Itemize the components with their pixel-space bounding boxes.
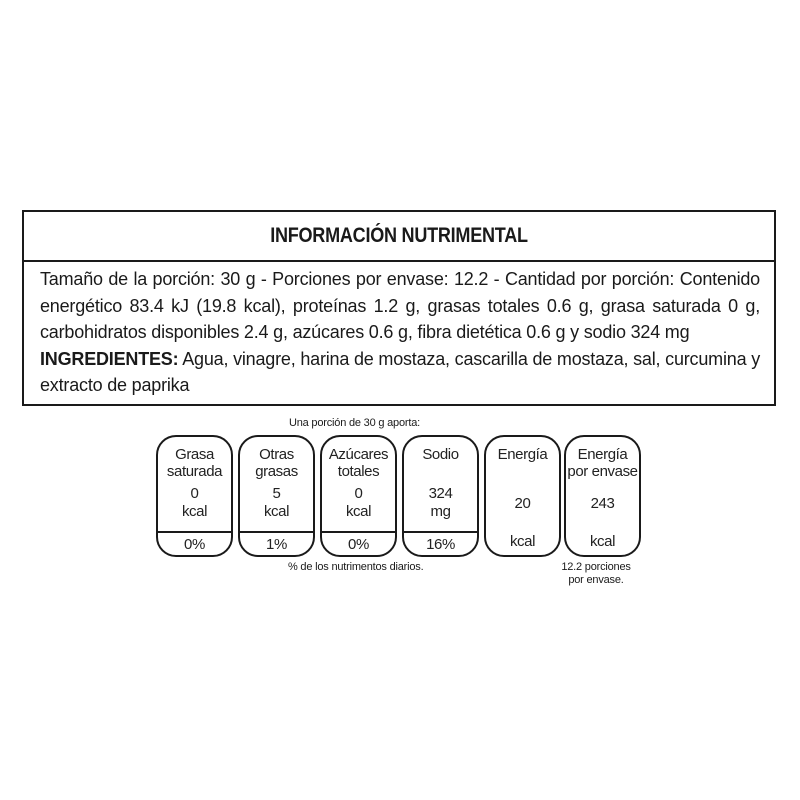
badge-label-line-1: Energía: [497, 446, 548, 463]
badge-unit: kcal: [589, 533, 616, 550]
gda-badge-energy: [484, 435, 561, 557]
badge-label: [158, 446, 231, 480]
badge-label: [486, 446, 559, 463]
badge-value: 20: [514, 495, 531, 512]
badge-label-line-1: Energía: [577, 446, 628, 463]
servings-footnote-line-1: 12.2 porciones: [561, 561, 631, 573]
gda-badge-other-fats: [238, 435, 315, 557]
gda-badge-saturated-fat: [156, 435, 233, 557]
panel-body: [40, 266, 760, 399]
gda-caption: Una porción de 30 g aporta:: [289, 417, 420, 429]
badge-label: [566, 446, 639, 480]
servings-footnote-line-2: por envase.: [568, 574, 624, 586]
panel-title: INFORMACIÓN NUTRIMENTAL: [270, 224, 528, 247]
badge-label-line-2: saturada: [166, 463, 223, 480]
badge-divider: [158, 531, 231, 533]
servings-footnote: [553, 561, 639, 587]
badge-label-line-1: Azúcares: [328, 446, 389, 463]
badge-divider: [240, 531, 313, 533]
badge-label-line-1: Sodio: [422, 446, 459, 463]
badge-unit: mg: [430, 503, 451, 520]
gda-badge-sodium: [402, 435, 479, 557]
badge-value: 324: [428, 485, 453, 502]
badge-percent: 16%: [426, 536, 455, 553]
badge-unit: kcal: [345, 503, 372, 520]
badge-label-line-2: por envase: [567, 463, 638, 480]
daily-values-footnote: % de los nutrimentos diarios.: [288, 561, 424, 573]
badge-value: 243: [590, 495, 615, 512]
badge-label-line-2: totales: [337, 463, 380, 480]
nutrition-text: Tamaño de la porción: 30 g - Porciones por envase: 12.2 - Cantidad por porción: Contenido energético 83.4 kJ (19.8 kcal), proteínas 1.2 g, grasas totales 0.6 g, grasa saturada 0 g, carbohidratos disponibles 2.4 g, azúcares 0.6 g, fibra dietética 0.6 g y sodio 324 mg: [40, 269, 760, 342]
badge-label-line-2: grasas: [255, 463, 298, 480]
badge-divider: [404, 531, 477, 533]
badge-value: 5: [272, 485, 281, 502]
badge-unit: kcal: [263, 503, 290, 520]
badge-unit: kcal: [509, 533, 536, 550]
badge-label: [404, 446, 477, 463]
badge-label: [240, 446, 313, 480]
gda-badge-sugars: [320, 435, 397, 557]
ingredients-label: INGREDIENTES:: [40, 348, 179, 369]
badge-value: 0: [354, 485, 363, 502]
badge-value: 0: [190, 485, 199, 502]
badge-unit: kcal: [181, 503, 208, 520]
badge-divider: [322, 531, 395, 533]
badge-percent: 1%: [266, 536, 287, 553]
title-divider: [24, 260, 774, 262]
badge-percent: 0%: [184, 536, 205, 553]
badge-label-line-1: Grasa: [175, 446, 214, 463]
badge-percent: 0%: [348, 536, 369, 553]
ingredients-text: Agua, vinagre, harina de mostaza, cascarilla de mostaza, sal, curcumina y extracto de paprika: [40, 348, 760, 395]
gda-badge-energy-per-package: [564, 435, 641, 557]
badge-label: [322, 446, 395, 480]
nutrition-panel: [22, 210, 776, 406]
badge-label-line-1: Otras: [259, 446, 294, 463]
